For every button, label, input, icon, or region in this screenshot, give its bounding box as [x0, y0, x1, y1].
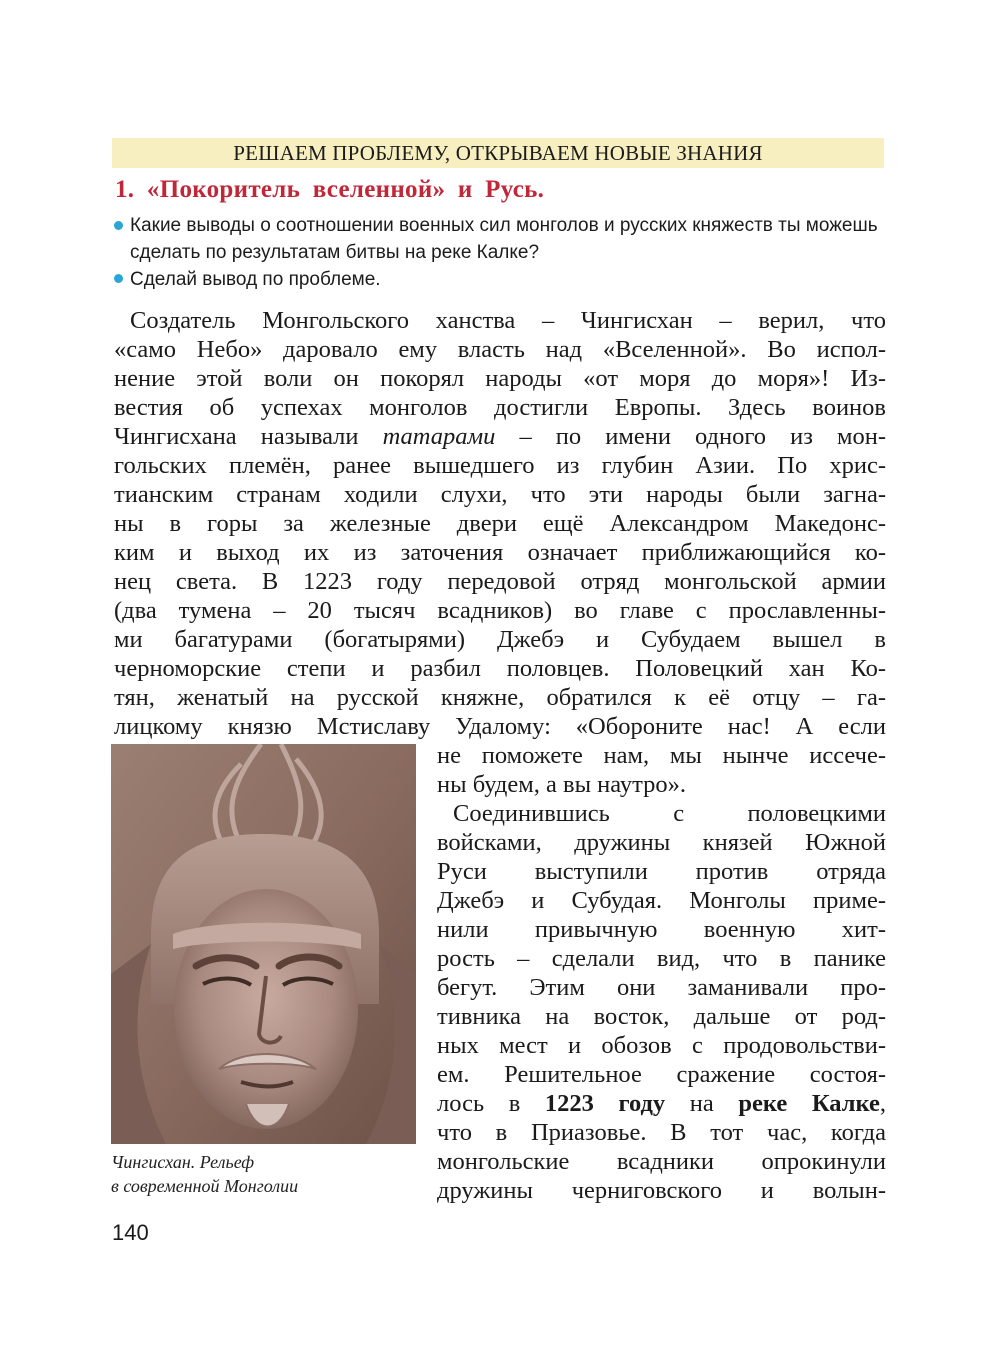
body-line: гольских племён, ранее вышедшего из глубин Азии. По хрис-: [114, 452, 886, 479]
body-line: не поможете нам, мы нынче иссече-: [437, 742, 886, 769]
text-fragment: на: [665, 1090, 739, 1117]
body-line: нец света. В 1223 году передовой отряд монгольской армии: [114, 568, 886, 595]
body-line: тивника на восток, дальше от род-: [437, 1003, 886, 1030]
body-line: «само Небо» даровало ему власть над «Вселенной». Во испол-: [114, 336, 886, 363]
section-title: 1. «Покоритель вселенной» и Русь.: [115, 176, 545, 203]
body-line: ны в горы за железные двери ещё Александром Македонс-: [114, 510, 886, 537]
body-line: монгольские всадники опрокинули: [437, 1148, 886, 1175]
body-line: ны будем, а вы наутро».: [437, 771, 687, 798]
question-item: [114, 212, 889, 266]
body-line: нение этой воли он покорял народы «от моря до моря»! Из-: [114, 365, 886, 392]
bullet-icon: [114, 274, 123, 283]
bold-date: 1223 году: [544, 1090, 666, 1117]
caption-line: Чингисхан. Рельеф: [111, 1152, 255, 1172]
body-line: (два тумена – 20 тысяч всадников) во главе с прославленны-: [114, 597, 886, 624]
body-line: рость – сделали вид, что в панике: [437, 945, 886, 972]
body-line: [437, 1089, 886, 1118]
body-line: войсками, дружины князей Южной: [437, 829, 886, 856]
body-line: ем. Решительное сражение состоя-: [437, 1061, 886, 1088]
body-line: тианским странам ходили слухи, что эти народы были загна-: [114, 481, 886, 508]
body-line: [114, 422, 886, 451]
text-fragment: лось в: [437, 1090, 545, 1117]
body-line: тян, женатый на русской княжне, обратился к её отцу – га-: [114, 684, 886, 711]
text-fragment: Чингисхана называли: [114, 423, 383, 450]
body-line: дружины черниговского и волын-: [437, 1177, 886, 1204]
image-caption: [111, 1150, 411, 1198]
text-fragment: – по имени одного из мон-: [495, 423, 886, 450]
body-line: Создатель Монгольского ханства – Чингисхан – верил, что: [130, 307, 886, 334]
italic-term: татарами: [382, 423, 496, 450]
question-text: Какие выводы о соотношении военных сил монголов и русских княжеств ты можешь сделать по результатам битвы на реке Калке?: [130, 215, 878, 263]
body-line: черноморские степи и разбил половцев. Половецкий хан Ко-: [114, 655, 886, 682]
caption-line: в современной Монголии: [111, 1176, 299, 1196]
text-fragment: ,: [879, 1090, 886, 1117]
genghis-khan-relief-image: [111, 744, 416, 1144]
section-header-band: РЕШАЕМ ПРОБЛЕМУ, ОТКРЫВАЕМ НОВЫЕ ЗНАНИЯ: [112, 138, 884, 168]
question-text: Сделай вывод по проблеме.: [130, 269, 381, 290]
body-line: Джебэ и Субудая. Монголы приме-: [437, 887, 886, 914]
bullet-icon: [114, 221, 123, 230]
body-line: Руси выступили против отряда: [437, 858, 886, 885]
body-line: вестия об успехах монголов достигли Европы. Здесь воинов: [114, 394, 886, 421]
body-line: лицкому князю Мстиславу Удалому: «Обороните нас! А если: [114, 713, 886, 740]
bold-place: реке Калке: [738, 1090, 880, 1117]
body-line: нили привычную военную хит-: [437, 916, 886, 943]
body-line: Соединившись с половецкими: [453, 800, 886, 827]
page-number: 140: [112, 1220, 149, 1245]
body-line: бегут. Этим они заманивали про-: [437, 974, 886, 1001]
body-line: что в Приазовье. В тот час, когда: [437, 1119, 886, 1146]
body-line: ных мест и обозов с продовольстви-: [437, 1032, 886, 1059]
body-line: ми багатурами (богатырями) Джебэ и Субудаем вышел в: [114, 626, 886, 653]
question-list: [114, 212, 889, 293]
question-item: [114, 266, 889, 293]
body-line: ким и выход их из заточения означает приближающийся ко-: [114, 539, 886, 566]
